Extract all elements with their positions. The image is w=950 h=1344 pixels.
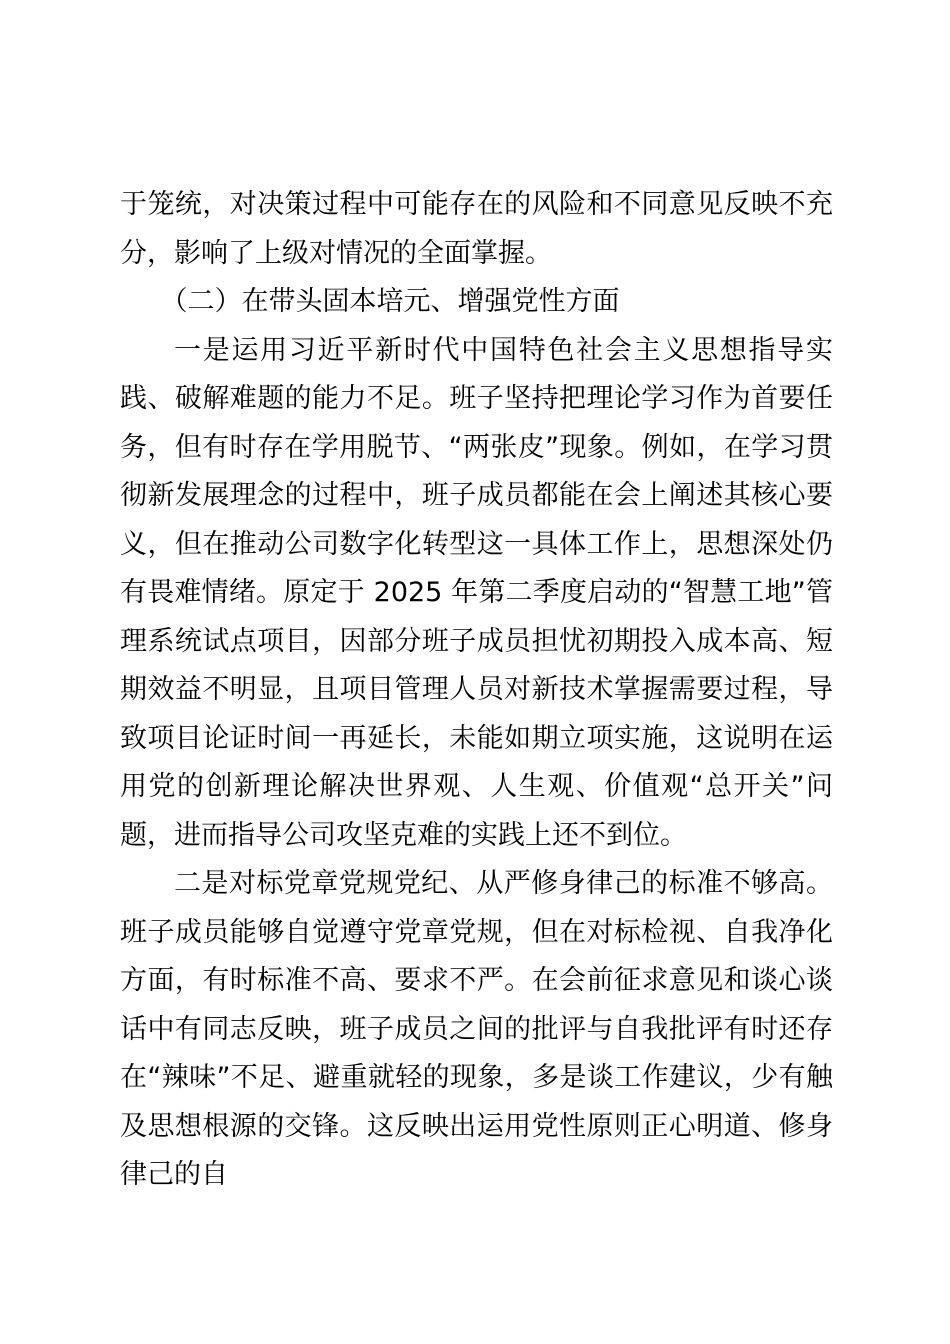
paragraph-point-one: 一是运用习近平新时代中国特色社会主义思想指导实践、破解难题的能力不足。班子坚持把理论学习作为首要任务，但有时存在学用脱节、“两张皮”现象。例如，在学习贯彻新发展理念的过程中，班子成员都能在会上阐述其核心要义，但在推动公司数字化转型这一具体工作上，思想深处仍有畏难情绪。原定于 2025 年第二季度启动的“智慧工地”管理系统试点项目，因部分班子成员担忧初期投入成本高、短期效益不明显，且项目管理人员对新技术掌握需要过程，导致项目论证时间一再延长，未能如期立项实施，这说明在运用党的创新理论解决世界观、人生观、价值观“总开关”问题，进而指导公司攻坚克难的实践上还不到位。 xyxy=(120,334,833,851)
paragraph-point-two: 二是对标党章党规党纪、从严修身律己的标准不够高。班子成员能够自觉遵守党章党规，但在对标检视、自我净化方面，有时标准不高、要求不严。在会前征求意见和谈心谈话中有同志反映，班子成员之间的批评与自我批评有时还存在“辣味”不足、避重就轻的现象，多是谈工作建议，少有触及思想根源的交锋。这反映出运用党性原则正心明道、修身律己的自 xyxy=(120,868,833,1190)
section-heading: （二）在带头固本培元、增强党性方面 xyxy=(160,286,620,317)
paragraph-continuation: 于笼统，对决策过程中可能存在的风险和不同意见反映不充分，影响了上级对情况的全面掌握。 xyxy=(120,189,833,269)
